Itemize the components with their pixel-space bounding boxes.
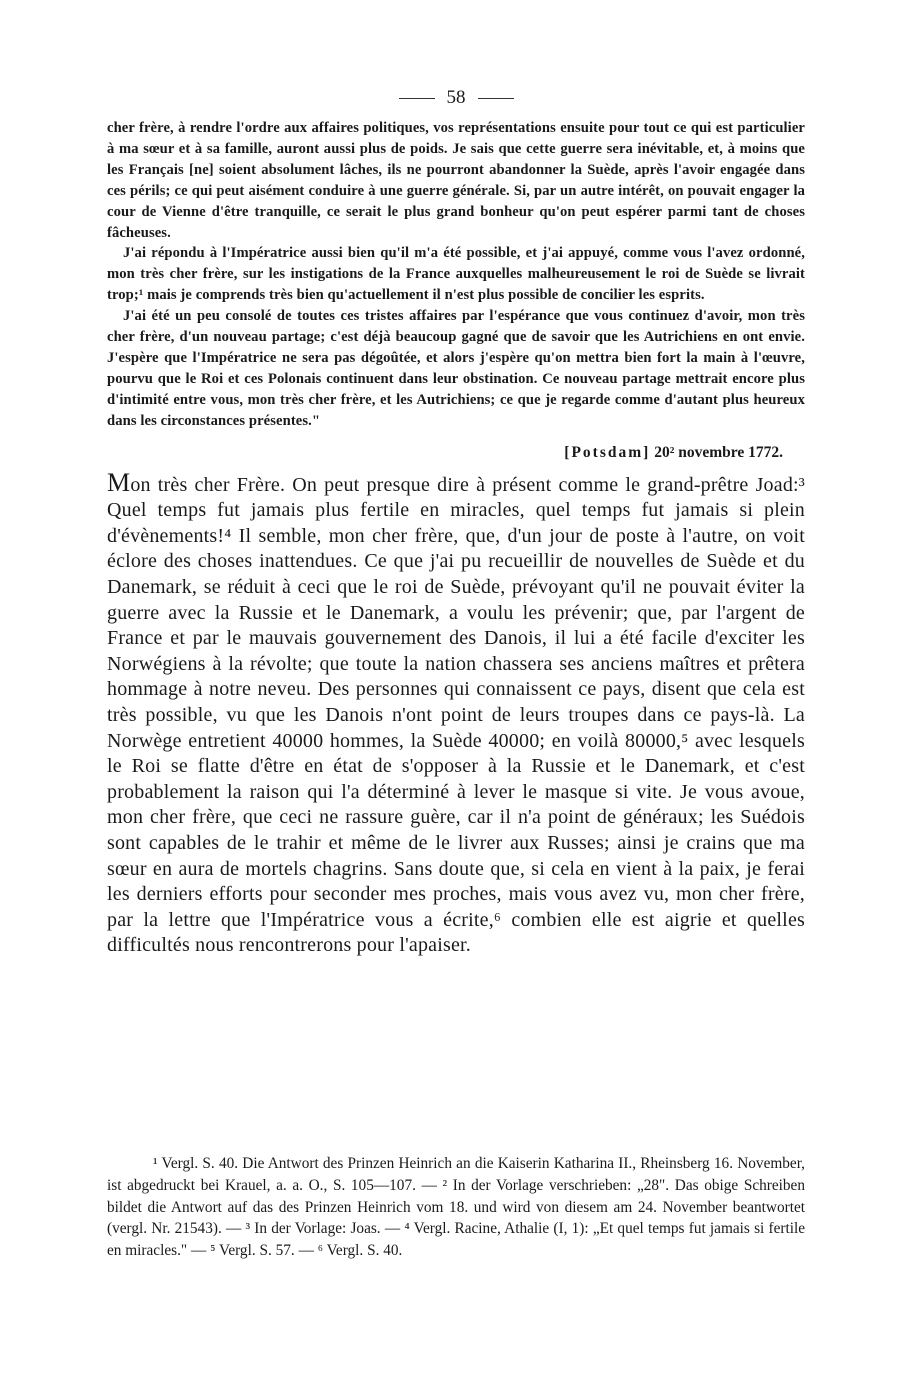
- letter-end-paragraph-2: J'ai répondu à l'Impératrice aussi bien qu'il m'a été possible, et j'ai appuyé, comme vous l'avez ordonné, mon très cher frère, sur les instigations de la France auxquelles malheureusement le roi de Suède se livrait trop;¹ mais je comprends très bien qu'actuellement il n'est plus possible de concilier les esprits.: [107, 245, 805, 304]
- dateline: [107, 442, 805, 464]
- footnotes: [107, 1153, 805, 1262]
- main-letter: [107, 467, 805, 959]
- main-letter-paragraph: [107, 467, 805, 959]
- main-letter-text: on très cher Frère. On peut presque dire à présent comme le grand-prêtre Joad:³ Quel temps fut jamais plus fertile en miracles, quel temps fut jamais si plein d'évènements!⁴ Il semble, mon cher frère, que, d'un jour de poste à l'autre, on voit éclore des choses inattendues. Ce que j'ai pu recueillir de nouvelles de Suède et du Danemark, se réduit à ceci que le roi de Suède, prévoyant qu'il ne pouvait éviter la guerre avec la Russie et le Danemark, a voulu les prévenir; que, par l'argent de France et par le mauvais gouvernement des Danois, il lui a été facile d'exciter les Norwégiens à la révolte; que toute la nation chassera ses anciens maîtres et prêtera hommage à notre neveu. Des personnes qui connaissent ce pays, disent que cela est très possible, vu que les Danois n'ont point de leurs troupes dans ce pays-là. La Norwège entretient 40000 hommes, la Suède 40000; en voilà 80000,⁵ avec lesquels le Roi se flatte d'être en état de s'opposer à la Russie et le Danemark, et c'est probablement la raison qui l'a déterminé à lever le masque si vite. Je vous avoue, mon cher frère, que ceci ne rassure guère, car il n'a point de généraux; les Suédois sont capables de le trahir et même de le livrer aux Russes; ainsi je crains que ma sœur en aura de mortels chagrins. Sans doute que, si cela en vient à la paix, je ferai les derniers efforts pour seconder mes proches, mais vous avez vu, mon cher frère, par la lettre que l'Impératrice vous a écrite,⁶ combien elle est aigrie et quelles difficultés nous rencontrerons pour l'apaiser.: [107, 473, 805, 957]
- page-body: [107, 84, 805, 959]
- header-rule-left: [399, 98, 435, 99]
- main-letter-initial: M: [107, 467, 131, 497]
- footnotes-text: ¹ Vergl. S. 40. Die Antwort des Prinzen Heinrich an die Kaiserin Katharina II., Rheinsberg 16. November, ist abgedruckt bei Krauel, a. a. O., S. 105—107. — ² In der Vorlage verschrieben: „28". Das obige Schreiben bildet die Antwort auf das des Prinzen Heinrich vom 18. und wird von diesem am 24. November beantwortet (vergl. Nr. 21543). — ³ In der Vorlage: Joas. — ⁴ Vergl. Racine, Athalie (I, 1): „Et quel temps fut jamais si fertile en miracles." — ⁵ Vergl. S. 57. — ⁶ Vergl. S. 40.: [107, 1155, 805, 1260]
- letter-end-section: [107, 118, 805, 432]
- page-header: [107, 84, 805, 118]
- page-number: 58: [446, 87, 466, 108]
- letter-end-paragraph-1: cher frère, à rendre l'ordre aux affaires politiques, vos représentations ensuite pour tout ce qui est particulier à ma sœur et à sa famille, auront aussi plus de poids. Je sais que cette guerre sera inévitable, et, à moins que les Français [ne] soient absolument lâches, ils ne pourront abandonner la Suède, après l'avoir engagée dans ces périls; ce qui peut aisément conduire à une guerre générale. Si, par un autre intérêt, on pouvait engager la cour de Vienne d'être tranquille, ce serait le plus grand bonheur qu'on peut espérer parmi tant de choses fâcheuses.: [107, 120, 805, 241]
- dateline-date: 20² novembre 1772.: [654, 443, 783, 461]
- letter-end-paragraph-3: J'ai été un peu consolé de toutes ces tristes affaires par l'espérance que vous continuez d'avoir, mon très cher frère, d'un nouveau partage; c'est déjà beaucoup gagné que de savoir que les Autrichiens en ont envie. J'espère que l'Impératrice ne sera pas dégoûtée, et alors j'espère qu'on mettra bien fort la main à l'œuvre, pourvu que le Roi et ces Polonais continuent dans leur obstination. Ce nouveau partage mettrait encore plus d'intimité entre vous, mon très cher frère, et les Autrichiens; ce que je regarde comme d'autant plus heureux dans les circonstances présentes.": [107, 308, 805, 429]
- header-rule-right: [478, 98, 514, 99]
- dateline-place: [Potsdam]: [564, 443, 651, 461]
